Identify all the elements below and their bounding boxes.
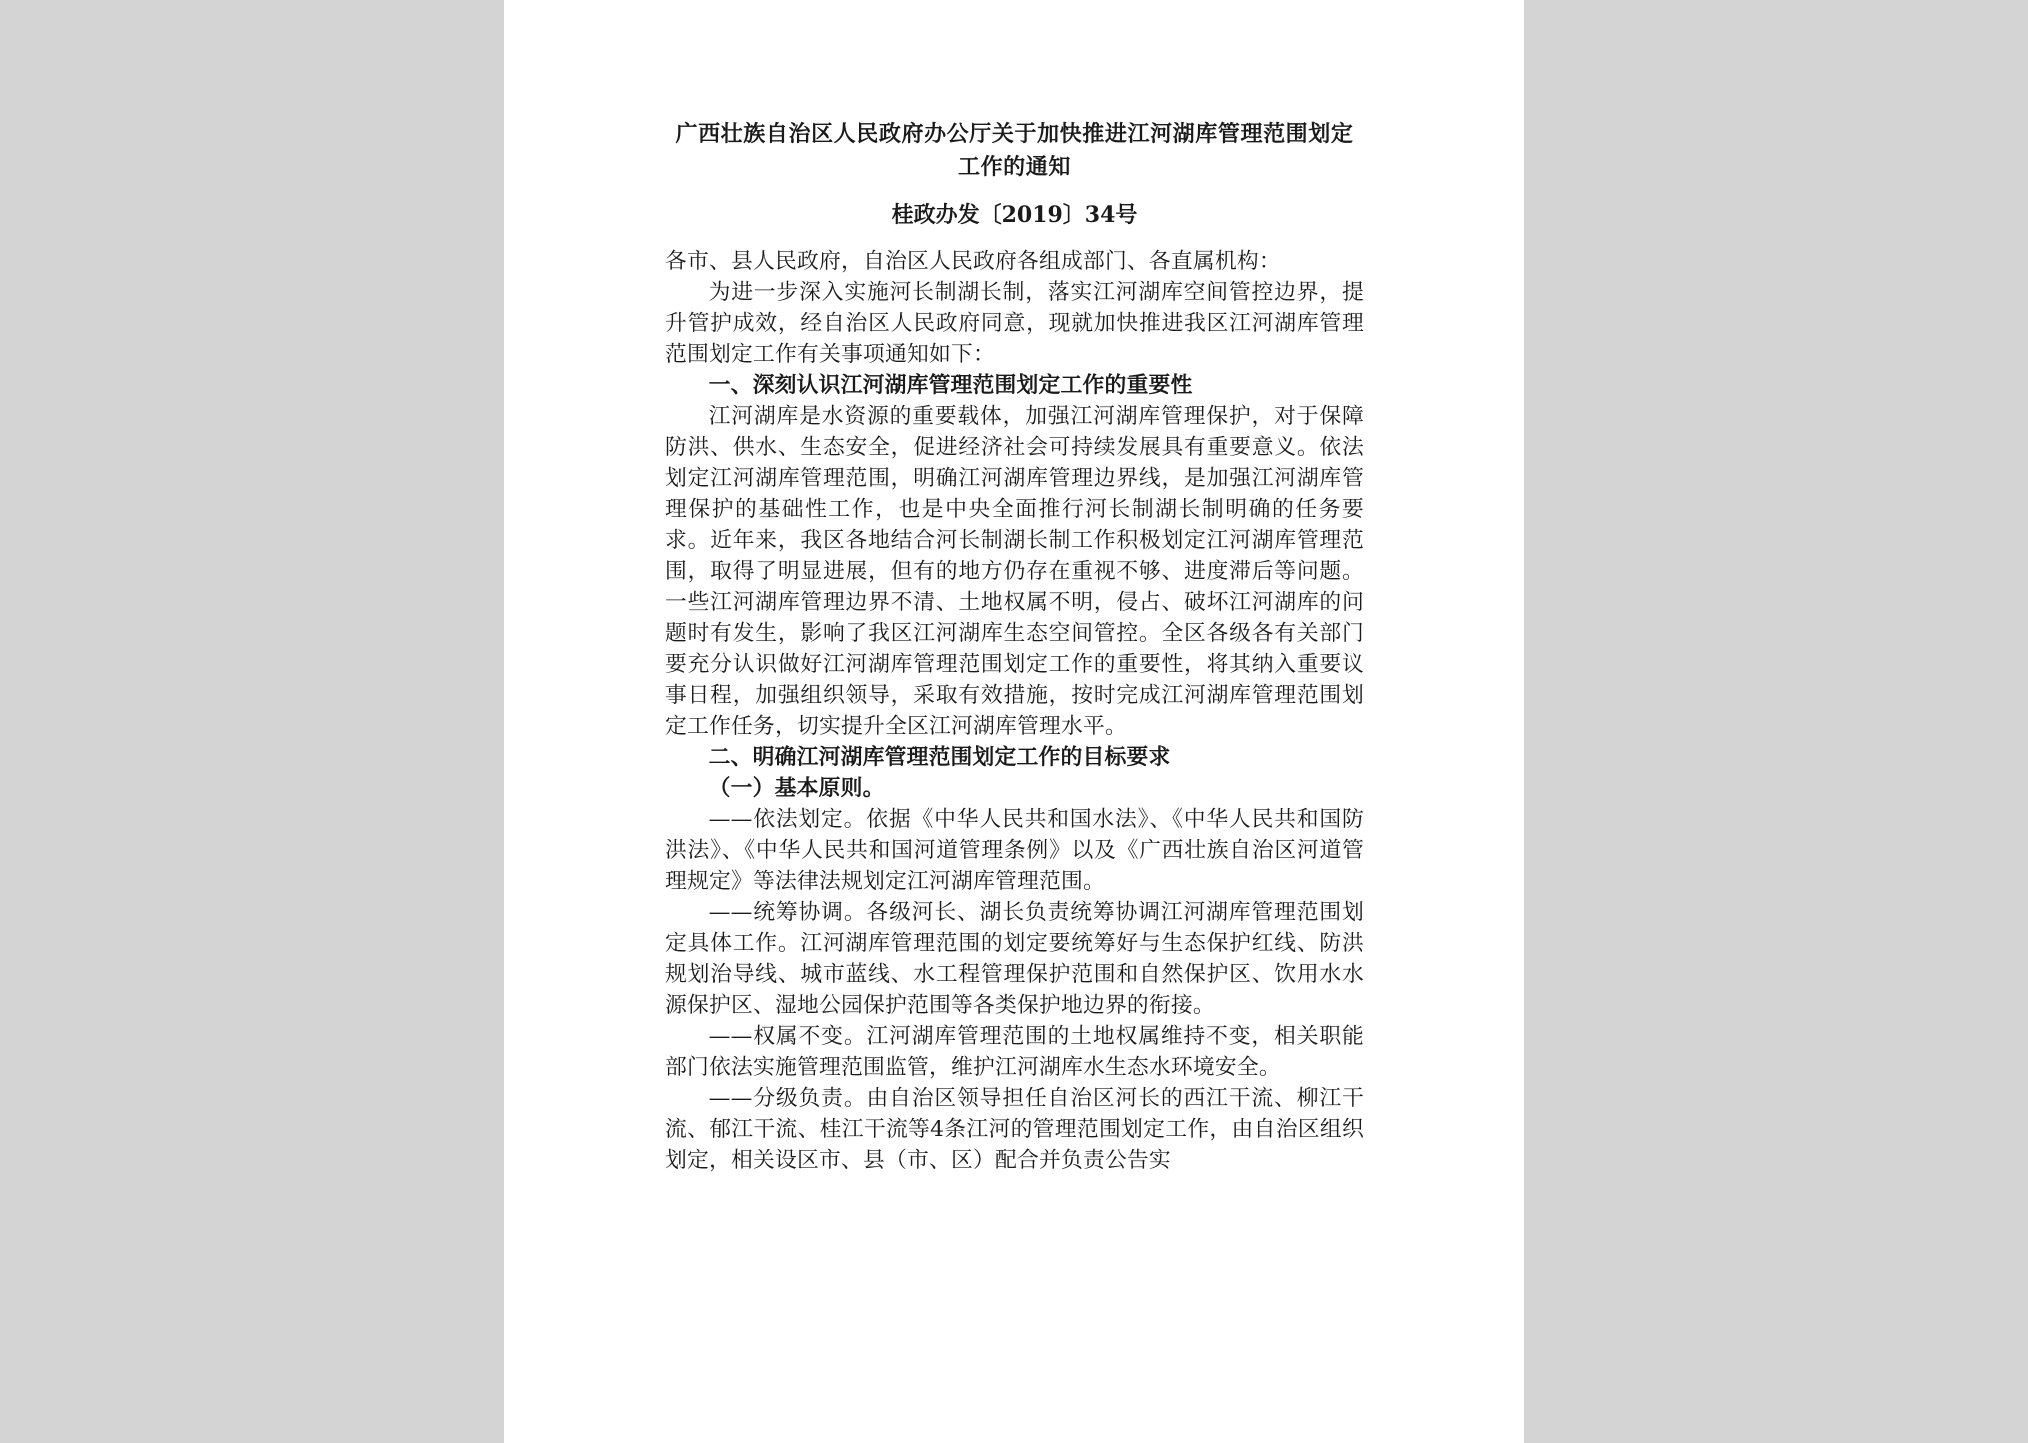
section-1-heading: 一、深刻认识江河湖库管理范围划定工作的重要性 [708, 373, 1193, 398]
page-content [665, 118, 1364, 1176]
subsection-1-heading: （一）基本原则。 [708, 776, 885, 801]
principle-tiered-paragraph: ——分级负责。由自治区领导担任自治区河长的西江干流、柳江干流、郁江干流、桂江干流等4条江河的管理范围划定工作，由自治区组织划定，相关设区市、县（市、区）配合并负责公告实 [665, 1086, 1364, 1173]
document-number: 桂政办发〔2019〕34号 [891, 202, 1138, 228]
principle-coordination-paragraph: ——统筹协调。各级河长、湖长负责统筹协调江河湖库管理范围划定具体工作。江河湖库管理范围的划定要统筹好与生态保护红线、防洪规划治导线、城市蓝线、水工程管理保护范围和自然保护区、饮用水水源保护区、湿地公园保护范围等各类保护地边界的衔接。 [665, 900, 1364, 1018]
section-2-heading: 二、明确江河湖库管理范围划定工作的目标要求 [708, 745, 1171, 770]
document-body [665, 246, 1364, 1176]
principle-ownership-paragraph: ——权属不变。江河湖库管理范围的土地权属维持不变，相关职能部门依法实施管理范围监管，维护江河湖库水生态水环境安全。 [665, 1024, 1364, 1080]
document-title: 广西壮族自治区人民政府办公厅关于加快推进江河湖库管理范围划定工作的通知 [675, 121, 1354, 180]
section-1-paragraph: 江河湖库是水资源的重要载体，加强江河湖库管理保护，对于保障防洪、供水、生态安全，促进经济社会可持续发展具有重要意义。依法划定江河湖库管理范围，明确江河湖库管理边界线，是加强江河湖库管理保护的基础性工作，也是中央全面推行河长制湖长制明确的任务要求。近年来，我区各地结合河长制湖长制工作积极划定江河湖库管理范围，取得了明显进展，但有的地方仍存在重视不够、进度滞后等问题。一些江河湖库管理边界不清、土地权属不明，侵占、破坏江河湖库的问题时有发生，影响了我区江河湖库生态空间管控。全区各级各有关部门要充分认识做好江河湖库管理范围划定工作的重要性，将其纳入重要议事日程，加强组织领导，采取有效措施，按时完成江河湖库管理范围划定工作任务，切实提升全区江河湖库管理水平。 [665, 404, 1364, 739]
intro-paragraph: 为进一步深入实施河长制湖长制，落实江河湖库空间管控边界，提升管护成效，经自治区人民政府同意，现就加快推进我区江河湖库管理范围划定工作有关事项通知如下： [665, 280, 1364, 367]
document-page [504, 0, 1524, 1443]
principle-legal-paragraph: ——依法划定。依据《中华人民共和国水法》、《中华人民共和国防洪法》、《中华人民共和国河道管理条例》以及《广西壮族自治区河道管理规定》等法律法规划定江河湖库管理范围。 [665, 807, 1364, 894]
addressee-line: 各市、县人民政府，自治区人民政府各组成部门、各直属机构： [665, 249, 1281, 274]
